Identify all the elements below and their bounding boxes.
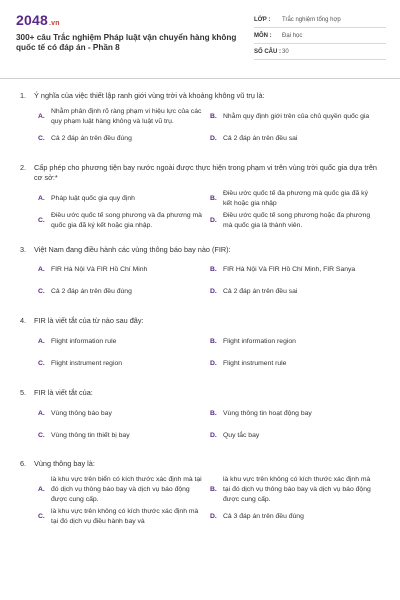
option-letter: B. xyxy=(210,409,217,417)
question-text: FIR là viết tắt của từ nào sau đây: xyxy=(34,316,144,326)
meta-key: LỚP : xyxy=(254,16,271,23)
answer-option[interactable] xyxy=(210,332,382,352)
option-letter: B. xyxy=(210,485,217,493)
answer-options xyxy=(38,332,386,376)
question-item xyxy=(16,316,386,376)
option-text: là khu vực trên không có kích thước xác định mà tại đó dịch vụ điều hành bay và xyxy=(51,507,199,525)
brand-block xyxy=(16,12,246,72)
answer-option[interactable] xyxy=(38,107,210,127)
question-number: 2. xyxy=(20,162,27,172)
answer-option[interactable] xyxy=(38,475,210,505)
answer-options xyxy=(38,475,386,529)
question-header xyxy=(16,163,386,184)
option-letter: A. xyxy=(38,194,45,202)
question-list xyxy=(16,91,386,529)
option-letter: B. xyxy=(210,337,217,345)
option-text: Điều ước quốc tế đa phương mà quốc gia đã ký kết hoặc gia nhập xyxy=(223,189,368,207)
option-letter: B. xyxy=(210,194,217,202)
question-item xyxy=(16,91,386,151)
option-letter: A. xyxy=(38,266,45,274)
answer-option[interactable] xyxy=(210,507,382,527)
question-text: Việt Nam đang điều hành các vùng thông báo bay nào (FIR): xyxy=(34,244,231,254)
meta-row-count xyxy=(254,44,386,60)
option-letter: A. xyxy=(38,409,45,417)
option-letter: D. xyxy=(210,134,217,142)
question-number: 5. xyxy=(20,387,27,397)
question-item xyxy=(16,388,386,448)
option-text: FIR Hà Nội Và FIR Hồ Chí Minh xyxy=(51,266,148,274)
question-text: Ý nghĩa của việc thiết lập ranh giới vùng trời và khoảng không vũ trụ là: xyxy=(34,91,265,100)
question-item xyxy=(16,459,386,528)
option-text: Nhằm phân định rõ ràng phạm vi hiệu lực của các quy phạm luật hàng không và luật vũ trụ. xyxy=(51,107,202,125)
meta-value: Trắc nghiệm tổng hợp xyxy=(282,16,341,23)
answer-option[interactable] xyxy=(210,189,382,209)
meta-table xyxy=(254,12,386,72)
answer-option[interactable] xyxy=(38,425,210,445)
option-text: Điều ước quốc tế song phương hoặc đa phương mà quốc gia là thành viên. xyxy=(223,211,371,229)
question-item xyxy=(16,163,386,233)
option-letter: D. xyxy=(210,288,217,296)
answer-options xyxy=(38,260,386,304)
answer-options xyxy=(38,107,386,151)
answer-option[interactable] xyxy=(210,475,382,505)
logo-main: 2048 xyxy=(16,12,48,28)
meta-row-subject xyxy=(254,28,386,44)
question-header xyxy=(16,388,386,399)
option-text: Cả 2 đáp án trên đều đúng xyxy=(51,288,132,296)
answer-option[interactable] xyxy=(38,129,210,149)
meta-key: SỐ CÂU : xyxy=(254,48,281,55)
option-letter: C. xyxy=(38,134,45,142)
option-letter: B. xyxy=(210,266,217,274)
option-letter: C. xyxy=(38,431,45,439)
option-text: là khu vực trên biển có kích thước xác định mà tại đó dịch vụ thông báo bay và dịch vụ báo động được cung cấp. xyxy=(51,476,202,503)
option-text: Điều ước quốc tế song phương và đa phương mà quốc gia đã ký kết hoặc gia nhập. xyxy=(51,211,202,229)
option-letter: C. xyxy=(38,359,45,367)
answer-option[interactable] xyxy=(210,211,382,231)
question-header xyxy=(16,91,386,102)
option-text: Vùng thông tin hoạt động bay xyxy=(223,409,312,417)
option-text: Cả 2 đáp án trên đều sai xyxy=(223,288,298,296)
question-number: 1. xyxy=(20,91,27,100)
option-letter: D. xyxy=(210,431,217,439)
option-letter: C. xyxy=(38,288,45,296)
answer-option[interactable] xyxy=(38,332,210,352)
option-letter: D. xyxy=(210,216,217,224)
option-letter: A. xyxy=(38,112,45,120)
meta-value: Đại học xyxy=(282,32,303,39)
answer-option[interactable] xyxy=(38,211,210,231)
question-number: 3. xyxy=(20,244,27,254)
answer-option[interactable] xyxy=(38,507,210,527)
option-text: Flight instrument rule xyxy=(223,359,287,367)
option-text: FIR Hà Nội Và FIR Hồ Chí Minh, FIR Sanya xyxy=(223,266,356,274)
option-letter: A. xyxy=(38,485,45,493)
question-text: FIR là viết tắt của: xyxy=(34,387,93,397)
option-text: Vùng thông tin thiết bị bay xyxy=(51,431,130,439)
answer-options xyxy=(38,403,386,447)
answer-option[interactable] xyxy=(210,129,382,149)
answer-option[interactable] xyxy=(38,282,210,302)
answer-option[interactable] xyxy=(38,189,210,209)
option-letter: D. xyxy=(210,512,217,520)
meta-value: 30 xyxy=(282,48,289,55)
question-number: 6. xyxy=(20,459,27,469)
answer-option[interactable] xyxy=(210,403,382,423)
option-text: là khu vực trên không có kích thước xác định mà tại đó dịch vụ thông báo bay và dịch vụ báo động được cung cấp. xyxy=(223,476,371,503)
answer-option[interactable] xyxy=(38,354,210,374)
option-letter: A. xyxy=(38,337,45,345)
option-letter: B. xyxy=(210,112,217,120)
answer-option[interactable] xyxy=(210,107,382,127)
logo-suffix: .vn xyxy=(48,20,60,27)
answer-option[interactable] xyxy=(210,354,382,374)
option-text: Flight instrument region xyxy=(51,359,123,367)
option-text: Vùng thông báo bay xyxy=(51,409,112,417)
option-letter: C. xyxy=(38,512,45,520)
answer-option[interactable] xyxy=(210,425,382,445)
question-header xyxy=(16,245,386,256)
question-header xyxy=(16,459,386,470)
answer-option[interactable] xyxy=(210,260,382,280)
option-text: Cả 3 đáp án trên đều đúng xyxy=(223,512,304,520)
option-text: Quy tắc bay xyxy=(223,431,260,439)
answer-option[interactable] xyxy=(38,403,210,423)
question-text: Vùng thông bay là: xyxy=(34,459,95,469)
option-text: Pháp luật quốc gia quy định xyxy=(51,194,135,202)
option-text: Flight information region xyxy=(223,337,296,345)
option-text: Nhằm quy định giới trên của chủ quyền quốc gia xyxy=(223,112,370,120)
answer-option[interactable] xyxy=(210,282,382,302)
document-title: 300+ câu Trắc nghiệm Pháp luật vận chuyển hàng không quốc tế có đáp án - Phần 8 xyxy=(16,33,237,53)
answer-option[interactable] xyxy=(38,260,210,280)
question-number: 4. xyxy=(20,316,27,326)
question-item xyxy=(16,245,386,305)
site-logo[interactable] xyxy=(16,12,246,28)
option-letter: C. xyxy=(38,216,45,224)
question-header xyxy=(16,316,386,327)
question-text: Cấp phép cho phương tiện bay nước ngoài được thực hiện trong phạm vi trên vùng trời quốc gia dựa trên cơ sở:* xyxy=(34,162,377,183)
meta-key: MÔN : xyxy=(254,32,272,39)
option-text: Flight information rule xyxy=(51,337,117,345)
page-header xyxy=(16,12,386,72)
option-letter: D. xyxy=(210,359,217,367)
answer-options xyxy=(38,189,386,233)
option-text: Cả 2 đáp án trên đều đúng xyxy=(51,134,132,142)
option-text: Cả 2 đáp án trên đều sai xyxy=(223,134,298,142)
header-divider xyxy=(0,78,400,79)
meta-row-class xyxy=(254,12,386,28)
